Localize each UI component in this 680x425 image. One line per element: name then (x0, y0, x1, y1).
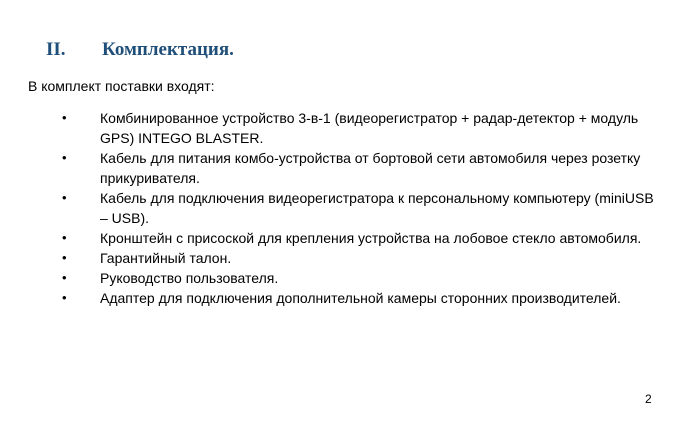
list-item (62, 108, 662, 148)
bullet-icon: • (62, 190, 67, 205)
list-item (62, 248, 662, 268)
contents-list (62, 108, 662, 308)
list-item-text: Комбинированное устройство 3-в-1 (видеорегистратор + радар-детектор + модуль GPS) INTEGO BLASTER. (100, 110, 639, 146)
page-number: 2 (645, 392, 652, 406)
list-item (62, 268, 662, 288)
intro-text: В комплект поставки входят: (28, 78, 215, 94)
list-item (62, 148, 662, 188)
bullet-icon: • (62, 110, 67, 125)
list-item-text: Адаптер для подключения дополнительной камеры сторонних производителей. (100, 290, 621, 306)
bullet-icon: • (62, 230, 67, 245)
list-item (62, 228, 662, 248)
section-heading (46, 39, 234, 61)
section-number: II. (46, 39, 66, 60)
bullet-icon: • (62, 150, 67, 165)
bullet-icon: • (62, 270, 67, 285)
list-item (62, 288, 662, 308)
section-title: Комплектация. (102, 39, 234, 60)
list-item-text: Гарантийный талон. (100, 250, 232, 266)
bullet-icon: • (62, 250, 67, 265)
list-item-text: Руководство пользователя. (100, 270, 279, 286)
list-item-text: Кронштейн с присоской для крепления устройства на лобовое стекло автомобиля. (100, 230, 642, 246)
list-item (62, 188, 662, 228)
list-item-text: Кабель для подключения видеорегистратора к персональному компьютеру (miniUSB – USB). (100, 190, 654, 226)
list-item-text: Кабель для питания комбо-устройства от бортовой сети автомобиля через розетку прикуривателя. (100, 150, 641, 186)
bullet-icon: • (62, 290, 67, 305)
